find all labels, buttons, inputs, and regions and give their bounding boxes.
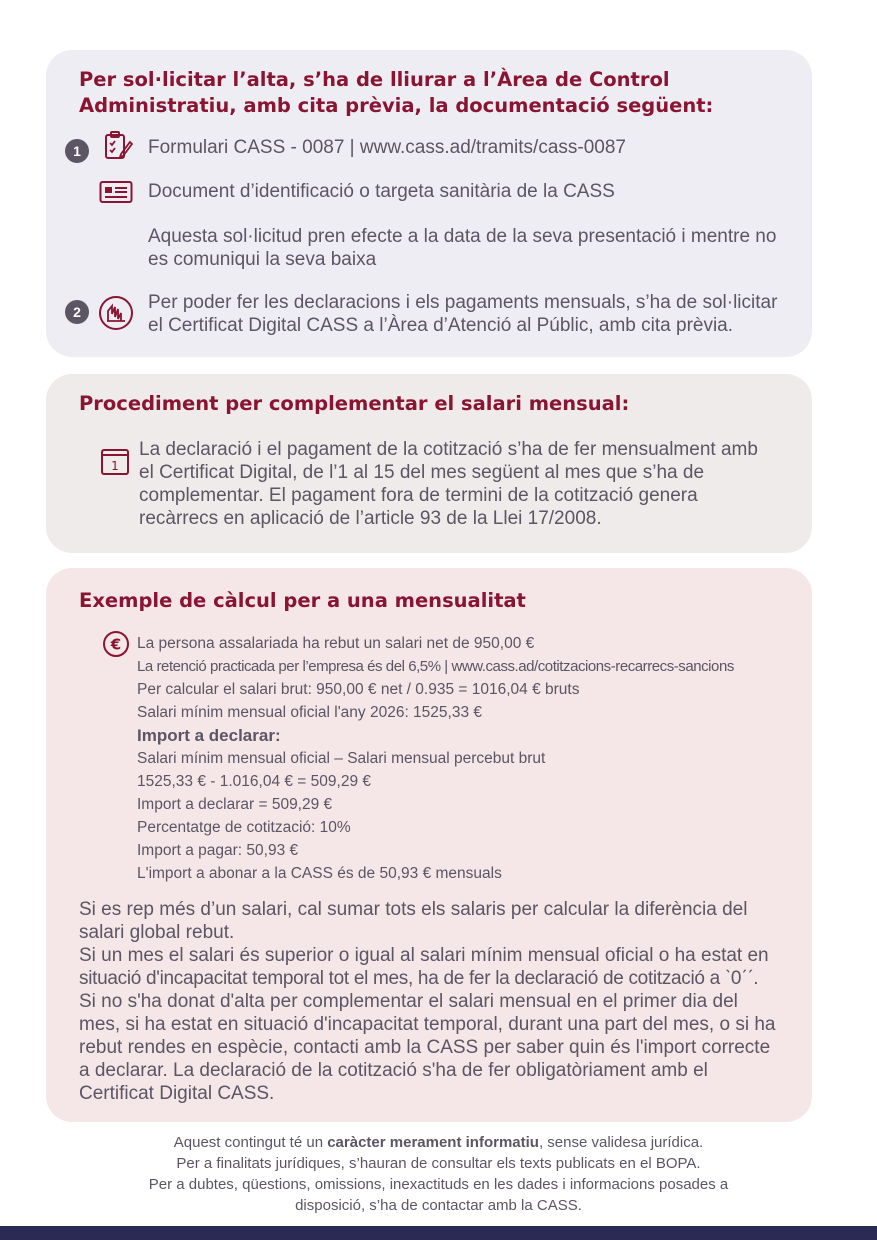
calendar-day: 1 <box>111 459 119 473</box>
calculation-line: 1525,33 € - 1.016,04 € = 509,29 € <box>137 773 371 790</box>
euro-icon <box>102 630 130 658</box>
form-item: Formulari CASS - 0087 | www.cass.ad/tramits/cass-0087 <box>148 137 626 158</box>
procedure-line: complementar. El pagament fora de termini de la cotització genera <box>139 485 698 506</box>
validity-note <box>148 225 776 271</box>
calendar-icon <box>100 446 130 476</box>
note-line: Si es rep més d’un salari, cal sumar tots els salaris per calcular la diferència del <box>79 899 748 920</box>
procedure-line: el Certificat Digital, de l’1 al 15 del mes següent al mes que s’ha de <box>139 462 705 483</box>
disclaimer-text: Aquest contingut té un <box>173 1134 328 1151</box>
import-heading: Import a declarar: <box>137 726 281 745</box>
note-line: rebut rendes en espècie, contacti amb la CASS per saber quin és l'import correcte <box>79 1037 771 1058</box>
procedure-text <box>139 438 758 530</box>
euro-symbol: € <box>110 635 122 654</box>
disclaimer-line <box>0 1132 877 1153</box>
procedure-line: recàrrecs en aplicació de l’article 93 de la Llei 17/2008. <box>139 508 602 529</box>
disclaimer-line: Per a finalitats jurídiques, s’hauran de consultar els texts publicats en el BOPA. <box>176 1155 701 1172</box>
calculation-line: La retenció practicada per l’empresa és del 6,5% | www.cass.ad/cotitzacions-recarrecs-sancions <box>137 658 734 675</box>
disclaimer-line: disposició, s’ha de contactar amb la CASS. <box>295 1197 582 1214</box>
note-line: salari global rebut. <box>79 922 235 943</box>
calculation-line: Import a pagar: 50,93 € <box>137 842 299 859</box>
id-document-item: Document d’identificació o targeta sanitària de la CASS <box>148 181 615 202</box>
id-card-icon <box>99 180 133 204</box>
digital-certificate-icon <box>98 295 134 331</box>
certificate-note-line: Per poder fer les declaracions i els pagaments mensuals, s’ha de sol·licitar <box>148 292 778 313</box>
calculation-line: Import a declarar = 509,29 € <box>137 796 333 813</box>
calculation-line: Per calcular el salari brut: 950,00 € net / 0.935 = 1016,04 € bruts <box>137 681 580 698</box>
documentation-title-line: Per sol·licitar l’alta, s’ha de lliurar a l’Àrea de Control <box>79 68 670 91</box>
calculation-line: Salari mínim mensual oficial l'any 2026: 1525,33 € <box>137 704 483 721</box>
step-1-badge: 1 <box>65 139 89 163</box>
example-card <box>46 568 812 1122</box>
example-notes <box>79 898 809 1105</box>
form-checklist-icon <box>103 130 133 162</box>
example-title: Exemple de càlcul per a una mensualitat <box>79 589 526 612</box>
procedure-title: Procediment per complementar el salari mensual: <box>79 392 630 415</box>
note-line: Certificat Digital CASS. <box>79 1083 275 1104</box>
validity-note-line: es comuniqui la seva baixa <box>148 249 377 270</box>
calculation-line: L'import a abonar a la CASS és de 50,93 € mensuals <box>137 865 502 882</box>
calculation-line: Salari mínim mensual oficial – Salari mensual percebut brut <box>137 750 546 767</box>
disclaimer-emphasis: caràcter merament informatiu <box>327 1134 539 1151</box>
documentation-title <box>79 67 713 119</box>
note-line: situació d'incapacitat temporal tot el mes, ha de fer la declaració de cotització a ˋ0ˊˊ. <box>79 968 759 989</box>
calculation-block <box>137 632 734 885</box>
documentation-title-line: Administratiu, amb cita prèvia, la documentació següent: <box>79 94 714 117</box>
legal-disclaimer <box>0 1132 877 1216</box>
note-line: mes, si ha estat en situació d'incapacitat temporal, durant una part del mes, o si ha <box>79 1014 776 1035</box>
validity-note-line: Aquesta sol·licitud pren efecte a la data de la seva presentació i mentre no <box>148 226 777 247</box>
disclaimer-text: , sense validesa jurídica. <box>538 1134 704 1151</box>
documentation-card <box>46 50 812 357</box>
certificate-note <box>148 291 777 337</box>
note-line: Si no s'ha donat d'alta per complementar el salari mensual en el primer dia del <box>79 991 738 1012</box>
note-line: a declarar. La declaració de la cotització s'ha de fer obligatòriament amb el <box>79 1060 708 1081</box>
procedure-line: La declaració i el pagament de la cotització s’ha de fer mensualment amb <box>139 439 758 460</box>
step-2-badge: 2 <box>65 300 89 324</box>
note-line: Si un mes el salari és superior o igual al salari mínim mensual oficial o ha estat en <box>79 945 769 966</box>
disclaimer-line: Per a dubtes, qüestions, omissions, inexactituds en les dades i informacions posades a <box>148 1176 729 1193</box>
procedure-card <box>46 374 812 553</box>
calculation-line: La persona assalariada ha rebut un salari net de 950,00 € <box>137 635 535 652</box>
bottom-bar <box>0 1226 877 1240</box>
calculation-line: Percentatge de cotització: 10% <box>137 819 351 836</box>
certificate-note-line: el Certificat Digital CASS a l’Àrea d’Atenció al Públic, amb cita prèvia. <box>148 315 734 336</box>
